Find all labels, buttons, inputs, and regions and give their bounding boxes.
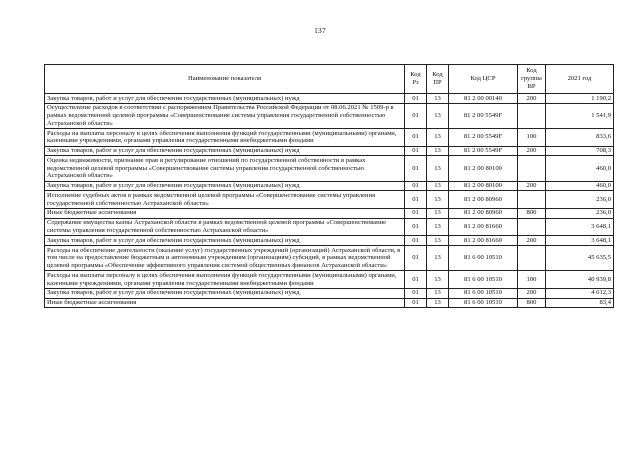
table-row bbox=[45, 288, 614, 298]
row-pr-cell: 13 bbox=[427, 246, 449, 271]
row-sum-cell: 1 190,2 bbox=[546, 94, 614, 104]
row-pr-cell: 13 bbox=[427, 181, 449, 191]
row-rz-cell: 01 bbox=[405, 94, 427, 104]
row-pr-cell: 13 bbox=[427, 298, 449, 308]
row-rz-cell: 01 bbox=[405, 146, 427, 156]
table-row bbox=[45, 208, 614, 218]
row-rz-cell: 01 bbox=[405, 103, 427, 128]
row-name-cell: Закупка товаров, работ и услуг для обеспечения государственных (муниципальных) нужд bbox=[45, 146, 405, 156]
row-sum-cell: 708,3 bbox=[546, 146, 614, 156]
row-sum-cell: 1 541,9 bbox=[546, 103, 614, 128]
row-pr-cell: 13 bbox=[427, 129, 449, 147]
row-sum-cell: 460,0 bbox=[546, 156, 614, 181]
row-vr-cell bbox=[518, 246, 546, 271]
row-csr-cell: 81 2 00 00140 bbox=[449, 94, 518, 104]
row-name-cell: Исполнение судебных актов в рамках ведомственной целевой программы «Совершенствование системы управления государственной собственностью Астраханской области» bbox=[45, 191, 405, 209]
row-csr-cell: 81 2 00 5549F bbox=[449, 146, 518, 156]
row-sum-cell: 833,6 bbox=[546, 129, 614, 147]
table-row bbox=[45, 191, 614, 209]
row-name-cell: Расходы на обеспечение деятельности (оказание услуг) государственных учреждений (организаций) Астраханской области, в том числе на предоставление бюджетным и автономным учреждениям (организациям) субсидий, в рамках ведомственной целевой программы «Обеспечение эффективного управления системой общественных финансов Астраханской области» bbox=[45, 246, 405, 271]
row-pr-cell: 13 bbox=[427, 218, 449, 236]
row-vr-cell bbox=[518, 103, 546, 128]
row-sum-cell: 40 939,8 bbox=[546, 271, 614, 289]
row-csr-cell: 81 6 00 10510 bbox=[449, 271, 518, 289]
row-vr-cell bbox=[518, 156, 546, 181]
row-vr-cell: 100 bbox=[518, 129, 546, 147]
table-row bbox=[45, 246, 614, 271]
row-sum-cell: 460,0 bbox=[546, 181, 614, 191]
table-row bbox=[45, 181, 614, 191]
header-pr: Код ПР bbox=[427, 65, 449, 94]
row-name-cell: Закупка товаров, работ и услуг для обеспечения государственных (муниципальных) нужд bbox=[45, 94, 405, 104]
header-name: Наименование показателя bbox=[45, 65, 405, 94]
header-rz: Код Рз bbox=[405, 65, 427, 94]
row-vr-cell: 200 bbox=[518, 288, 546, 298]
table-row bbox=[45, 103, 614, 128]
row-vr-cell: 200 bbox=[518, 94, 546, 104]
row-sum-cell: 45 635,5 bbox=[546, 246, 614, 271]
table-header bbox=[45, 65, 614, 94]
row-pr-cell: 13 bbox=[427, 208, 449, 218]
row-sum-cell: 83,4 bbox=[546, 298, 614, 308]
table-row bbox=[45, 129, 614, 147]
table-row bbox=[45, 146, 614, 156]
row-csr-cell: 81 2 00 5549F bbox=[449, 129, 518, 147]
row-pr-cell: 13 bbox=[427, 191, 449, 209]
row-sum-cell: 236,0 bbox=[546, 208, 614, 218]
row-sum-cell: 236,0 bbox=[546, 191, 614, 209]
row-name-cell: Содержание имущества казны Астраханской области в рамках ведомственной целевой программы «Совершенствование системы управления государственной собственностью Астраханской области» bbox=[45, 218, 405, 236]
row-sum-cell: 4 612,3 bbox=[546, 288, 614, 298]
row-vr-cell: 100 bbox=[518, 271, 546, 289]
row-vr-cell: 200 bbox=[518, 181, 546, 191]
row-rz-cell: 01 bbox=[405, 191, 427, 209]
row-pr-cell: 13 bbox=[427, 156, 449, 181]
table-body bbox=[45, 94, 614, 308]
row-csr-cell: 81 2 00 80100 bbox=[449, 181, 518, 191]
row-sum-cell: 3 648,1 bbox=[546, 236, 614, 246]
table-row bbox=[45, 298, 614, 308]
row-pr-cell: 13 bbox=[427, 271, 449, 289]
row-csr-cell: 81 2 00 80960 bbox=[449, 208, 518, 218]
row-rz-cell: 01 bbox=[405, 156, 427, 181]
row-csr-cell: 81 2 00 80100 bbox=[449, 156, 518, 181]
budget-table bbox=[44, 64, 614, 308]
row-rz-cell: 01 bbox=[405, 181, 427, 191]
row-rz-cell: 01 bbox=[405, 298, 427, 308]
row-pr-cell: 13 bbox=[427, 146, 449, 156]
row-name-cell: Закупка товаров, работ и услуг для обеспечения государственных (муниципальных) нужд bbox=[45, 181, 405, 191]
row-pr-cell: 13 bbox=[427, 94, 449, 104]
row-name-cell: Закупка товаров, работ и услуг для обеспечения государственных (муниципальных) нужд bbox=[45, 236, 405, 246]
row-rz-cell: 01 bbox=[405, 218, 427, 236]
row-vr-cell: 800 bbox=[518, 208, 546, 218]
row-csr-cell: 81 6 00 10510 bbox=[449, 298, 518, 308]
row-rz-cell: 01 bbox=[405, 236, 427, 246]
row-pr-cell: 13 bbox=[427, 288, 449, 298]
row-csr-cell: 81 2 00 80960 bbox=[449, 191, 518, 209]
row-rz-cell: 01 bbox=[405, 246, 427, 271]
row-name-cell: Иные бюджетные ассигнования bbox=[45, 298, 405, 308]
header-row bbox=[45, 65, 614, 94]
row-name-cell: Иные бюджетные ассигнования bbox=[45, 208, 405, 218]
row-pr-cell: 13 bbox=[427, 236, 449, 246]
table-row bbox=[45, 156, 614, 181]
row-rz-cell: 01 bbox=[405, 271, 427, 289]
table-row bbox=[45, 218, 614, 236]
table-row bbox=[45, 236, 614, 246]
row-pr-cell: 13 bbox=[427, 103, 449, 128]
row-vr-cell: 200 bbox=[518, 146, 546, 156]
row-sum-cell: 3 648,1 bbox=[546, 218, 614, 236]
row-vr-cell: 800 bbox=[518, 298, 546, 308]
header-csr: Код ЦСР bbox=[449, 65, 518, 94]
row-csr-cell: 81 6 00 10510 bbox=[449, 246, 518, 271]
row-name-cell: Осуществление расходов в соответствии с распоряжением Правительства Российской Федерации от 08.06.2021 № 1509-р в рамках ведомственной целевой программы «Совершенствование системы управления государственной собственностью Астраханской области» bbox=[45, 103, 405, 128]
row-rz-cell: 01 bbox=[405, 129, 427, 147]
page-number: 137 bbox=[314, 26, 326, 35]
row-name-cell: Расходы на выплаты персоналу в целях обеспечения выполнения функций государственными (муниципальными) органами, казенными учреждениями, органами управления государственными внебюджетными фондами bbox=[45, 271, 405, 289]
table-row bbox=[45, 271, 614, 289]
row-name-cell: Закупка товаров, работ и услуг для обеспечения государственных (муниципальных) нужд bbox=[45, 288, 405, 298]
header-year: 2021 год bbox=[546, 65, 614, 94]
table-row bbox=[45, 94, 614, 104]
row-vr-cell bbox=[518, 218, 546, 236]
row-csr-cell: 81 2 00 5549F bbox=[449, 103, 518, 128]
row-name-cell: Оценка недвижимости, признание прав и регулирование отношений по государственной собственности в рамках ведомственной целевой программы «Совершенствование системы управления государственной собственностью Астраханской области» bbox=[45, 156, 405, 181]
row-rz-cell: 01 bbox=[405, 288, 427, 298]
row-rz-cell: 01 bbox=[405, 208, 427, 218]
row-vr-cell: 200 bbox=[518, 236, 546, 246]
row-csr-cell: 81 2 00 81660 bbox=[449, 236, 518, 246]
row-csr-cell: 81 2 00 81660 bbox=[449, 218, 518, 236]
row-vr-cell bbox=[518, 191, 546, 209]
row-name-cell: Расходы на выплаты персоналу в целях обеспечения выполнения функций государственными (муниципальными) органами, казенными учреждениями, органами управления государственными внебюджетными фондами bbox=[45, 129, 405, 147]
row-csr-cell: 81 6 00 10510 bbox=[449, 288, 518, 298]
header-vr: Код группы ВР bbox=[518, 65, 546, 94]
